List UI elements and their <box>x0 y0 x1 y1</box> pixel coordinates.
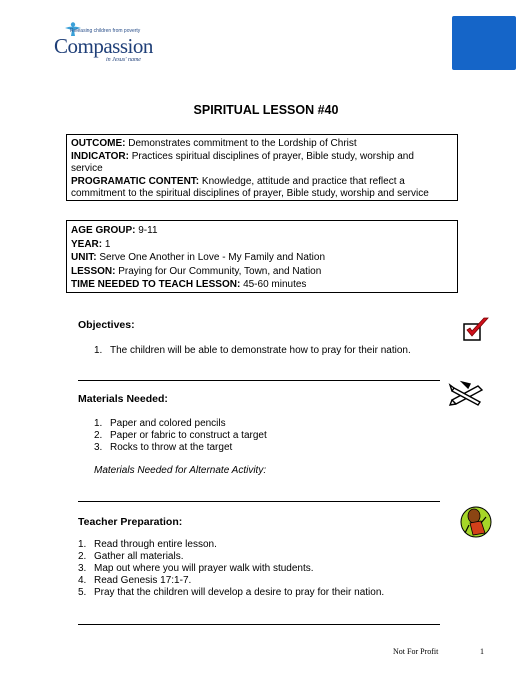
programatic-label: PROGRAMATIC CONTENT: <box>71 175 200 187</box>
preparation-list <box>78 539 428 599</box>
indicator-value: Practices spiritual disciplines of prayer, Bible study, worship and <box>131 150 414 162</box>
indicator-label: INDICATOR: <box>71 150 129 162</box>
unit-value: Serve One Another in Love - My Family and Nation <box>99 252 326 263</box>
outcome-value: Demonstrates commitment to the Lordship of Christ <box>128 138 357 149</box>
list-item: 5. Pray that the children will develop a desire to pray for their nation. <box>78 587 385 598</box>
list-item: 4. Read Genesis 17:1-7. <box>78 575 192 586</box>
time-value: 45-60 minutes <box>243 279 307 290</box>
lesson-value: Praying for Our Community, Town, and Nation <box>118 265 322 277</box>
age-label: AGE GROUP: <box>71 225 136 236</box>
objectives-heading: Objectives: <box>78 319 135 331</box>
year-value: 1 <box>104 238 111 250</box>
year-label: YEAR: <box>71 238 103 250</box>
checkbox-check-icon <box>462 316 490 342</box>
programatic-value-cont: commitment to the spiritual disciplines of prayer, Bible study, worship and service <box>71 188 429 199</box>
time-label: TIME NEEDED TO TEACH LESSON: <box>71 279 241 290</box>
year-row <box>71 238 453 252</box>
blue-square-graphic <box>452 16 516 70</box>
lesson-row <box>71 265 453 279</box>
lesson-label: LESSON: <box>71 265 116 277</box>
list-item: 2. Gather all materials. <box>78 551 184 562</box>
list-item: 1. Read through entire lesson. <box>78 539 217 550</box>
indicator-value-cont: service <box>71 163 103 174</box>
list-item: 2. Paper or fabric to construct a target <box>94 430 267 441</box>
materials-heading: Materials Needed: <box>78 393 168 405</box>
divider <box>78 380 440 381</box>
logo-wordmark: Compassion <box>54 34 153 58</box>
compassion-logo <box>52 22 164 68</box>
preparation-heading: Teacher Preparation: <box>78 516 183 528</box>
teacher-icon <box>459 503 493 541</box>
age-row <box>71 224 453 238</box>
outcome-row <box>71 138 453 151</box>
details-box <box>66 220 458 293</box>
list-item: 3. Map out where you will prayer walk with students. <box>78 563 314 574</box>
page-number: 1 <box>480 647 484 656</box>
programatic-row <box>71 176 453 201</box>
list-item: 1. The children will be able to demonstrate how to pray for their nation. <box>94 345 411 356</box>
unit-label: UNIT: <box>71 252 97 263</box>
overview-box <box>66 134 458 201</box>
indicator-row <box>71 151 453 176</box>
alternate-materials-label: Materials Needed for Alternate Activity: <box>94 465 267 476</box>
programatic-value: Knowledge, attitude and practice that reflect a <box>201 175 405 187</box>
divider <box>78 501 440 502</box>
logo-tagline: Releasing children from poverty <box>70 28 141 34</box>
divider <box>78 624 440 625</box>
age-value: 9-11 <box>138 225 158 236</box>
pencils-icon <box>448 380 486 406</box>
page-title: SPIRITUAL LESSON #40 <box>193 103 339 117</box>
logo-subtitle: in Jesus' name <box>106 57 141 63</box>
list-item: 3. Rocks to throw at the target <box>94 442 233 453</box>
objectives-list <box>94 345 444 357</box>
outcome-label: OUTCOME: <box>71 138 126 149</box>
unit-row <box>71 251 453 265</box>
materials-list <box>94 418 434 454</box>
list-item: 1. Paper and colored pencils <box>94 418 226 429</box>
footer-not-for-profit: Not For Profit <box>393 647 439 656</box>
time-row <box>71 278 453 292</box>
